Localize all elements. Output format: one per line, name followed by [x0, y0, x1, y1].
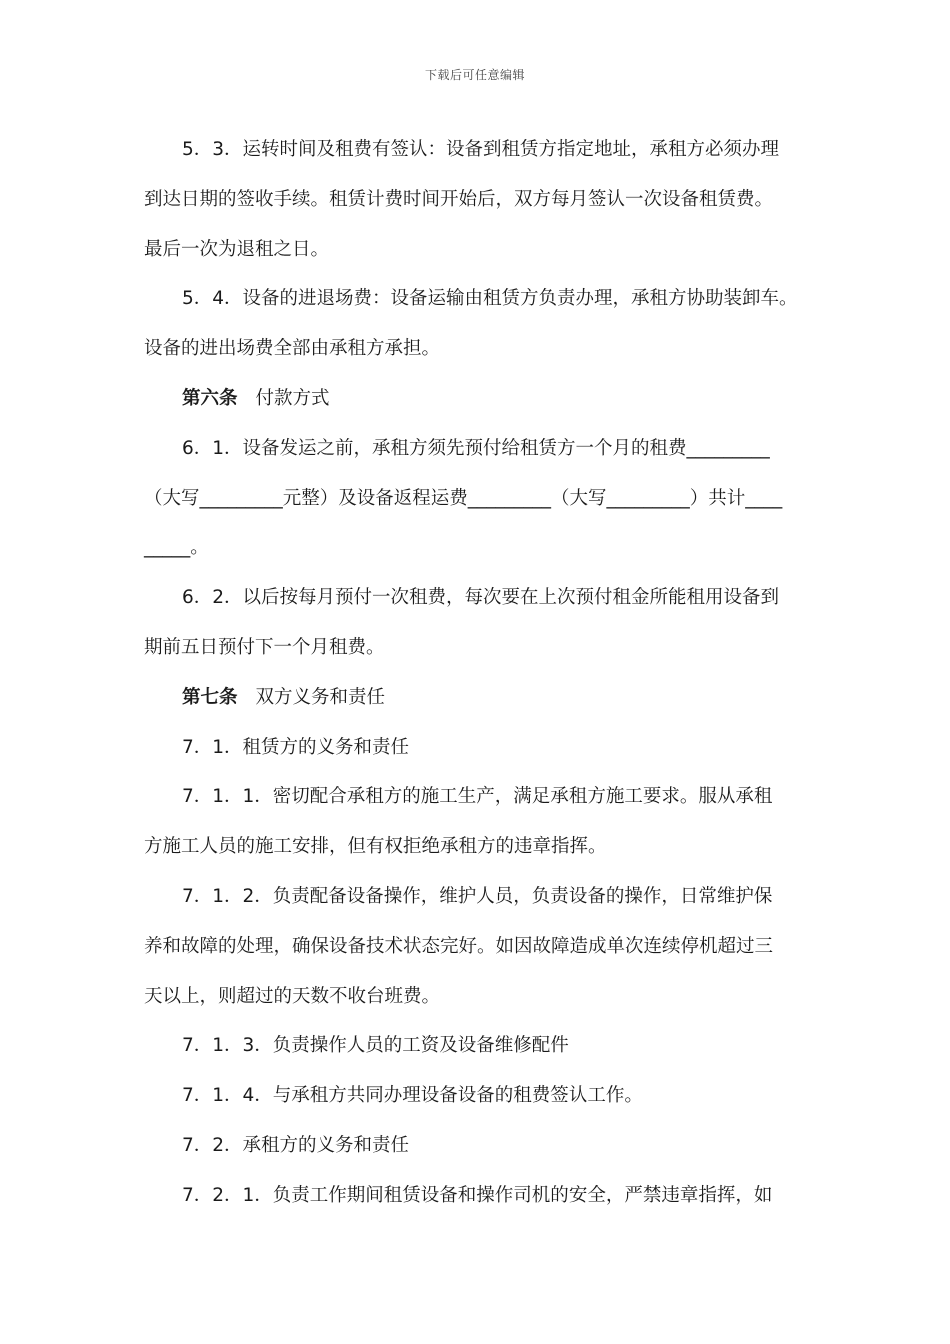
- paragraph-line: 期前五日预付下一个月租费。: [144, 636, 385, 658]
- paragraph-line: 到达日期的签收手续。租赁计费时间开始后，双方每月签认一次设备租赁费。: [144, 188, 774, 210]
- paragraph-line: 6．1．设备发运之前，承租方须先预付给租赁方一个月的租费_________: [182, 437, 770, 459]
- paragraph-line: 方施工人员的施工安排，但有权拒绝承租方的违章指挥。: [144, 836, 607, 858]
- article-label: 第七条: [182, 686, 238, 708]
- paragraph-line: 7．1．1．密切配合承租方的施工生产，满足承租方施工要求。服从承租: [182, 786, 773, 808]
- article-title: 付款方式: [255, 387, 330, 409]
- article-heading-7: [144, 673, 814, 723]
- paragraph-line: 天以上，则超过的天数不收台班费。: [144, 985, 441, 1007]
- paragraph-line: 5．4．设备的进退场费：设备运输由租赁方负责办理，承租方协助装卸车。: [182, 288, 798, 310]
- document-body: [144, 125, 814, 1221]
- paragraph-line: 养和故障的处理，确保设备技术状态完好。如因故障造成单次连续停机超过三: [144, 935, 774, 957]
- article-heading-6: [144, 374, 814, 424]
- paragraph-line: 7．1．租赁方的义务和责任: [182, 736, 410, 758]
- paragraph-line: 6．2．以后按每月预付一次租费，每次要在上次预付租金所能租用设备到: [182, 587, 780, 609]
- article-label: 第六条: [182, 387, 238, 409]
- paragraph-line: （大写_________元整）及设备返程运费_________（大写_________）共计____: [144, 487, 783, 509]
- paragraph-line: 7．1．3．负责操作人员的工资及设备维修配件: [182, 1035, 569, 1057]
- paragraph-line: 最后一次为退租之日。: [144, 238, 330, 260]
- paragraph-line: 7．1．2．负责配备设备操作，维护人员，负责设备的操作，日常维护保: [182, 885, 773, 907]
- paragraph-line: 7．2．承租方的义务和责任: [182, 1134, 410, 1156]
- paragraph-line: 7．1．4．与承租方共同办理设备设备的租费签认工作。: [182, 1085, 643, 1107]
- paragraph-line: 7．2．1．负责工作期间租赁设备和操作司机的安全，严禁违章指挥，如: [182, 1184, 773, 1206]
- paragraph-line: _____。: [144, 537, 209, 559]
- paragraph-line: 5．3．运转时间及租费有签认：设备到租赁方指定地址，承租方必须办理: [182, 139, 780, 160]
- paragraph-line: 设备的进出场费全部由承租方承担。: [144, 338, 441, 360]
- page-header: 下载后可任意编辑: [424, 68, 525, 82]
- article-title: 双方义务和责任: [255, 686, 386, 708]
